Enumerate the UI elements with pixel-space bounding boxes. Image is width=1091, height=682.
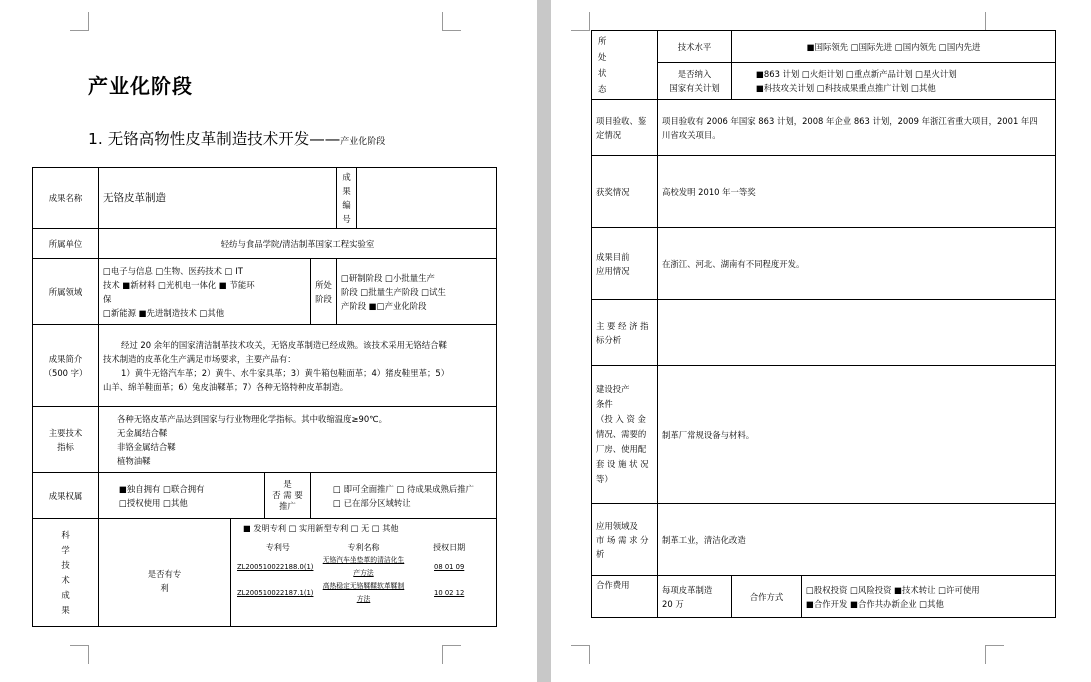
document-page-left [0,0,537,682]
promote-options [311,473,497,519]
market-label-line: 析 [596,548,605,559]
crop-mark [571,645,590,664]
field-line: 技术 ■新材料 □光机电一体化 ■ 节能环 [103,279,255,290]
intro-label-line: （500 字） [43,367,88,378]
patent-no: ZL200510022188.0(1) [237,562,314,571]
plan-label-line: 国家有关计划 [669,83,720,94]
market-label-line: 应用领域及 [596,520,638,531]
vertical-char: 果 [61,604,70,615]
patent-header-no: 专利号 [265,543,290,552]
intro-line: 经过 20 余年的国家清洁制革技术攻关，无铬皮革制造已经成熟。该技术采用无铬结合鞣 [121,339,447,350]
tech-line: 非铬金属结合鞣 [117,441,176,452]
page-gutter [537,0,551,682]
vertical-char: 状 [598,68,607,78]
table-row [235,580,492,606]
patent-no: ZL200510022187.1(1) [237,588,314,597]
table-row [235,554,492,580]
vertical-char: 处 [598,52,607,62]
field-options [99,259,311,325]
patent-question-line: 是否有专 [147,568,182,579]
plan-label-line: 是否纳入 [677,69,712,80]
accept-text [658,100,1056,156]
tech-line: 无金属结合鞣 [117,427,168,438]
patent-detail [231,519,497,627]
stage-label [311,259,337,325]
patent-date: 08 01 09 [434,562,465,571]
plan-label [658,63,732,100]
promote-label [265,473,311,519]
tech-label-line: 主要技术 [48,427,83,438]
vertical-char: 态 [598,84,607,94]
vertical-char: 技 [61,559,70,570]
stage-line: 产阶段 ■□产业化阶段 [341,300,427,311]
plan-options [732,63,1056,100]
invest-label-line: 条件 [596,399,613,409]
patent-header-date: 授权日期 [433,543,466,552]
intro-text [99,325,497,407]
award-label: 获奖情况 [592,156,658,228]
accept-label [592,100,658,156]
accept-label-line: 项目验收、鉴 [596,115,647,126]
vertical-char: 学 [61,544,70,555]
patent-header-name: 专利名称 [347,543,380,552]
invest-label-line: 建设投产 [596,384,630,394]
tech-line: 植物油鞣 [117,455,151,466]
unit-label: 所属单位 [33,229,99,259]
patent-list [235,541,492,606]
tech-label-line: 指标 [57,441,74,452]
benefit-label-line: 主 要 经 济 指 [596,320,649,331]
status-vertical-label [592,31,658,100]
vertical-char: 成 [61,589,70,600]
stage-line: 阶段 □批量生产阶段 □试生 [341,286,446,297]
rights-label: 成果权属 [33,473,99,519]
patent-question-line: 利 [160,582,169,593]
tech-text [99,407,497,473]
crop-mark [985,12,1004,31]
tech-line: 各种无铬皮革产品达到国家与行业物理化学指标。其中收缩温度≥90℃。 [117,413,387,424]
promote-line: □ 已在部分区域转让 [333,497,411,508]
benefit-label [592,300,658,366]
name-value: 无铬皮革制造 [99,168,337,229]
code-label [337,168,357,229]
coop-mode-label: 合作方式 [732,576,802,618]
field-line: 保 [103,293,112,304]
tech-label [33,407,99,473]
crop-mark [70,12,89,31]
stage-options [337,259,497,325]
crop-mark [442,645,461,664]
field-line: □电子与信息 □生物、医药技术 □ IT [103,265,243,276]
application-label-line: 成果目前 [596,251,630,262]
stage-line: □研制阶段 □小批量生产 [341,272,435,283]
patent-name: 无铬汽车坐垫革的清洁化生产方法 [322,556,405,577]
invest-label-line: 情况、需要的 [596,429,647,439]
plan-line: ■863 计划 □火炬计划 □重点新产品计划 □星火计划 [756,69,957,80]
code-label-line: 成果 [342,172,351,196]
promote-line: □ 即可全面推广 □ 待成果成熟后推广 [333,483,475,494]
market-label [592,504,658,576]
stage-label-line: 所处 [315,279,332,290]
coop-mode-options [802,576,1056,618]
section-heading: 产业化阶段 [88,74,193,98]
invest-label [592,366,658,504]
rights-line: ■独自拥有 □联合拥有 [119,483,205,494]
crop-mark [70,645,89,664]
patent-question [99,519,231,627]
rights-options [99,473,265,519]
promote-label-line: 否 需 要 [272,490,303,500]
invest-label-line: 厂房、使用配 [596,444,647,454]
invest-label-line: 等） [596,474,613,484]
code-label-line: 编号 [342,200,351,224]
promote-label-line: 是 [283,479,292,489]
accept-line: 项目验收有 2006 年国家 863 计划，2008 年企业 863 计划，2009 年浙江省重大项目，2001 年四 [662,115,1038,126]
coop-mode-line: ■合作开发 ■合作共办新企业 □其他 [806,598,944,609]
patent-types: ■ 发明专利 □ 实用新型专利 □ 无 □ 其他 [243,523,399,533]
field-line: □新能源 ■先进制造技术 □其他 [103,307,225,318]
vertical-char: 术 [61,574,70,585]
intro-line: 山羊、绵羊鞋面革；6）兔皮油鞣革；7）各种无铬特种皮革制造。 [103,381,349,392]
subsection-suffix: 产业化阶段 [340,137,386,147]
achievement-table [32,167,497,627]
document-page-right [551,0,1091,682]
crop-mark [571,12,590,31]
award-value: 高校发明 2010 年一等奖 [658,156,1056,228]
accept-label-line: 定情况 [596,129,622,140]
application-label [592,228,658,300]
stage-label-line: 阶段 [315,293,332,304]
patent-date: 10 02 12 [434,588,465,597]
intro-label [33,325,99,407]
name-label: 成果名称 [33,168,99,229]
accept-line: 川省攻关项目。 [662,129,721,140]
promote-label-line: 推广 [279,501,296,511]
intro-line: 技术制造的皮革化生产满足市场要求，主要产品有： [103,353,296,364]
patent-vertical-label [33,519,99,627]
code-value [357,168,497,229]
market-value: 制革工业，清洁化改造 [658,504,1056,576]
coop-mode-line: □股权投资 □风险投资 ■技术转让 □许可使用 [806,584,980,595]
rights-line: □授权使用 □其他 [119,497,188,508]
invest-value: 制革厂常规设备与材料。 [658,366,1056,504]
subsection-title: 1. 无铬高物性皮革制造技术开发—— [88,130,341,148]
application-label-line: 应用情况 [596,265,630,276]
tech-level-value: ■国际领先 □国际先进 □国内领先 □国内先进 [732,31,1056,63]
crop-mark [985,645,1004,664]
field-label: 所属领域 [33,259,99,325]
tech-level-label: 技术水平 [658,31,732,63]
vertical-char: 科 [61,529,70,540]
vertical-char: 所 [598,36,607,46]
market-label-line: 市 场 需 求 分 [596,534,649,545]
crop-mark [442,12,461,31]
benefit-label-line: 标分析 [596,334,622,345]
plan-line: ■科技攻关计划 □科技成果重点推广计划 □其他 [756,83,936,94]
application-value: 在浙江、河北、湖南有不同程度开发。 [658,228,1056,300]
coop-fee-label: 合作费用 [592,576,658,618]
intro-label-line: 成果简介 [48,353,83,364]
coop-fee-value [658,576,732,618]
unit-value: 轻纺与食品学院/清洁制革国家工程实验室 [99,229,497,259]
coop-fee-line: 20 万 [662,598,684,609]
invest-label-line: （投 入 资 金 [596,414,646,424]
benefit-value [658,300,1056,366]
achievement-table-continued [591,30,1056,618]
subsection-heading [88,127,385,149]
patent-name: 高热稳定无铬鞣鞣软革鞣制方法 [322,582,405,603]
invest-label-line: 套 设 施 状 况 [596,459,649,469]
intro-line: 1）黄牛无铬汽车革；2）黄牛、水牛家具革；3）黄牛箱包鞋面革；4）猪皮鞋里革；5） [121,367,450,378]
coop-fee-line: 每项皮革制造 [662,584,713,595]
